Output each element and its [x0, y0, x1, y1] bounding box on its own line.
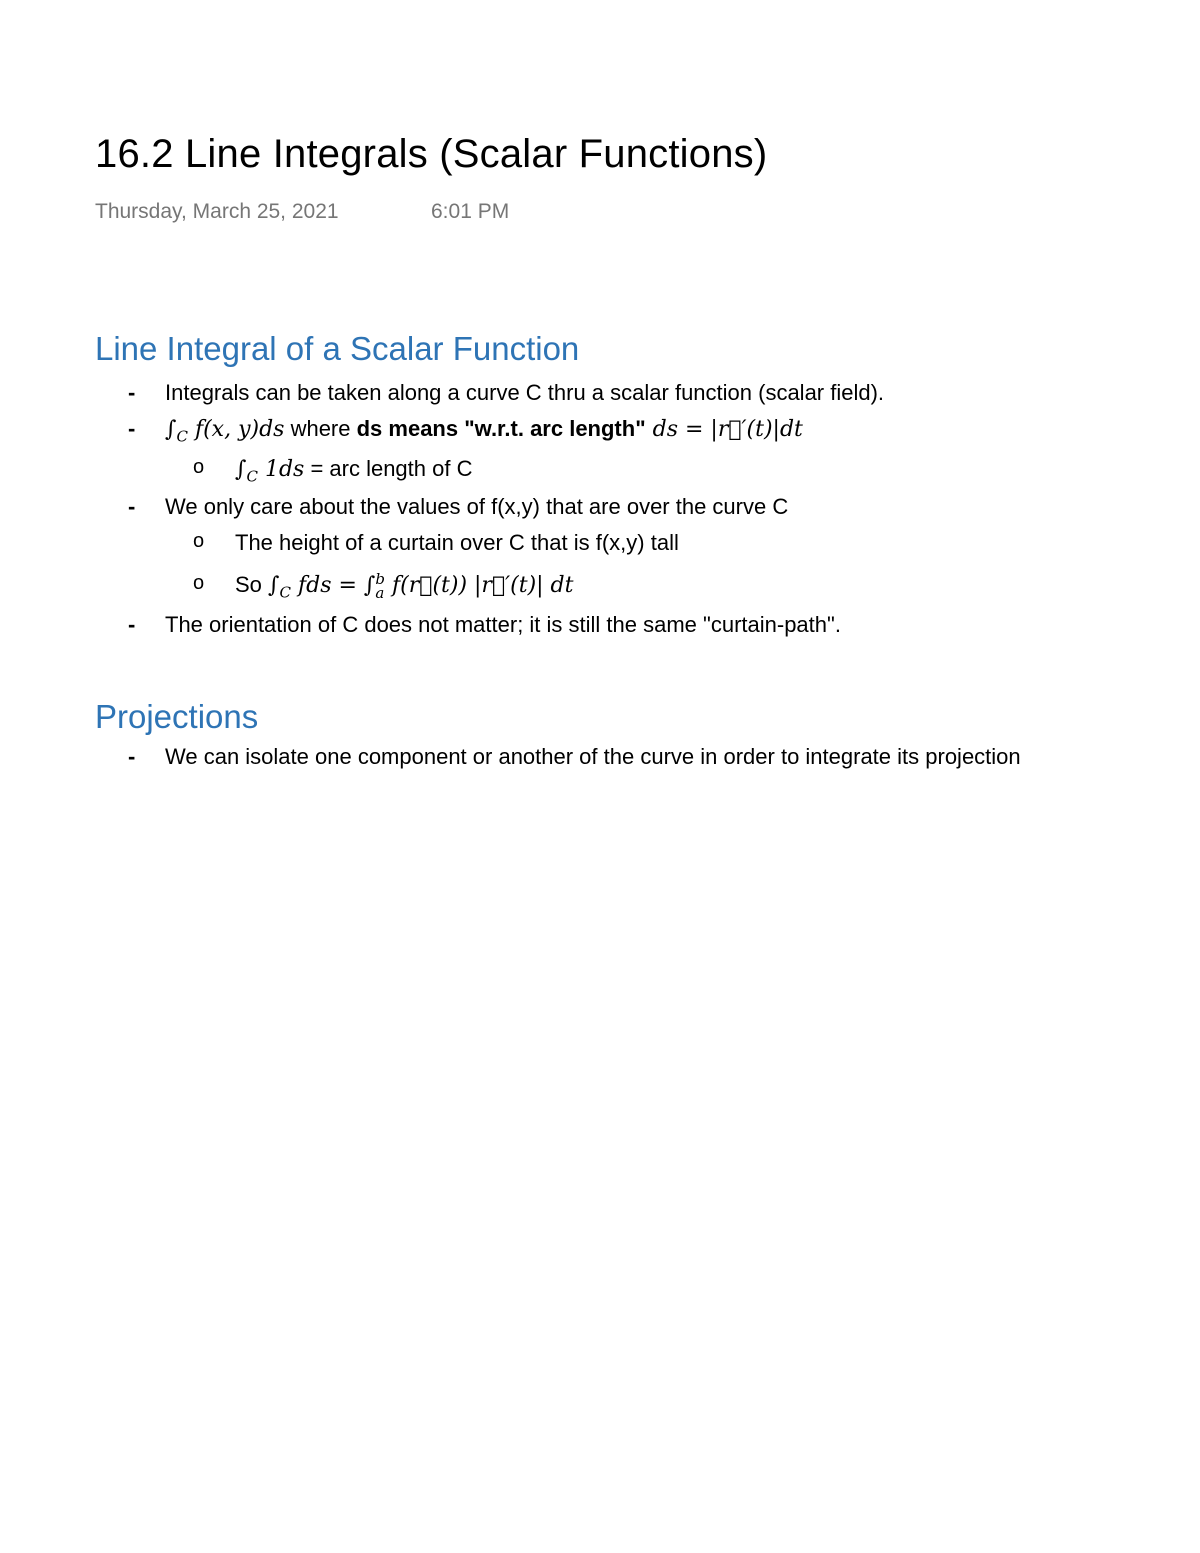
dash-bullet: -: [128, 744, 136, 769]
list-item: [0, 456, 1200, 490]
dash-bullet: -: [128, 612, 136, 637]
dash-bullet: -: [128, 416, 136, 441]
page-title: 16.2 Line Integrals (Scalar Functions): [95, 132, 768, 176]
integral-subscript: C: [176, 427, 188, 446]
integral-subscript: C: [279, 583, 291, 602]
list-item-text: The height of a curtain over C that is f(x,y) tall: [235, 530, 679, 555]
note-date: Thursday, March 25, 2021: [95, 200, 339, 223]
list-item-text: We only care about the values of f(x,y) that are over the curve C: [165, 494, 789, 519]
circle-bullet: o: [193, 456, 205, 478]
integral-sign: ∫: [165, 417, 177, 442]
note-dateline: [95, 200, 510, 224]
integral-sign: ∫: [268, 573, 280, 598]
lower-limit: a: [375, 584, 385, 603]
list-item: [0, 494, 1200, 524]
note-time: 6:01 PM: [431, 200, 510, 223]
list-item: [0, 416, 1200, 450]
plain-text: = arc length of C: [304, 456, 473, 481]
circle-bullet: o: [193, 530, 205, 552]
plain-text: where: [284, 416, 357, 441]
list-item-text: Integrals can be taken along a curve C thru a scalar function (scalar field).: [165, 380, 885, 405]
list-item-text: [165, 416, 803, 445]
dash-bullet: -: [128, 494, 136, 519]
dash-bullet: -: [128, 380, 136, 405]
list-item-text: The orientation of C does not matter; it is still the same "curtain-path".: [165, 612, 841, 637]
section-heading-projections: Projections: [95, 698, 259, 735]
math-expression: ds = |r⃗′(t)|dt: [645, 417, 803, 442]
math-expression: f(r⃗(t)) |r⃗′(t)| dt: [385, 573, 574, 598]
section-heading-line-integral: Line Integral of a Scalar Function: [95, 330, 580, 367]
list-item-text: [235, 572, 573, 601]
list-item-text: We can isolate one component or another of the curve in order to integrate its projection: [165, 744, 1021, 769]
list-item-text: [235, 456, 472, 485]
integral-subscript: C: [246, 467, 258, 486]
plain-text: So: [235, 572, 269, 597]
math-expression: f(x, y)ds: [187, 417, 285, 442]
integral-sign: ∫: [363, 573, 376, 598]
list-item: [0, 380, 1200, 410]
math-expression: 1ds: [257, 457, 305, 482]
math-expression: fds =: [290, 573, 364, 598]
circle-bullet: o: [193, 572, 205, 594]
list-item: [0, 612, 1200, 642]
bold-text: ds means "w.r.t. arc length": [356, 416, 646, 441]
integral-limits: [375, 570, 385, 603]
list-item: [0, 530, 1200, 560]
upper-limit: b: [375, 570, 385, 589]
list-item: [0, 744, 1200, 774]
integral-sign: ∫: [235, 457, 247, 482]
list-item: [0, 572, 1200, 608]
